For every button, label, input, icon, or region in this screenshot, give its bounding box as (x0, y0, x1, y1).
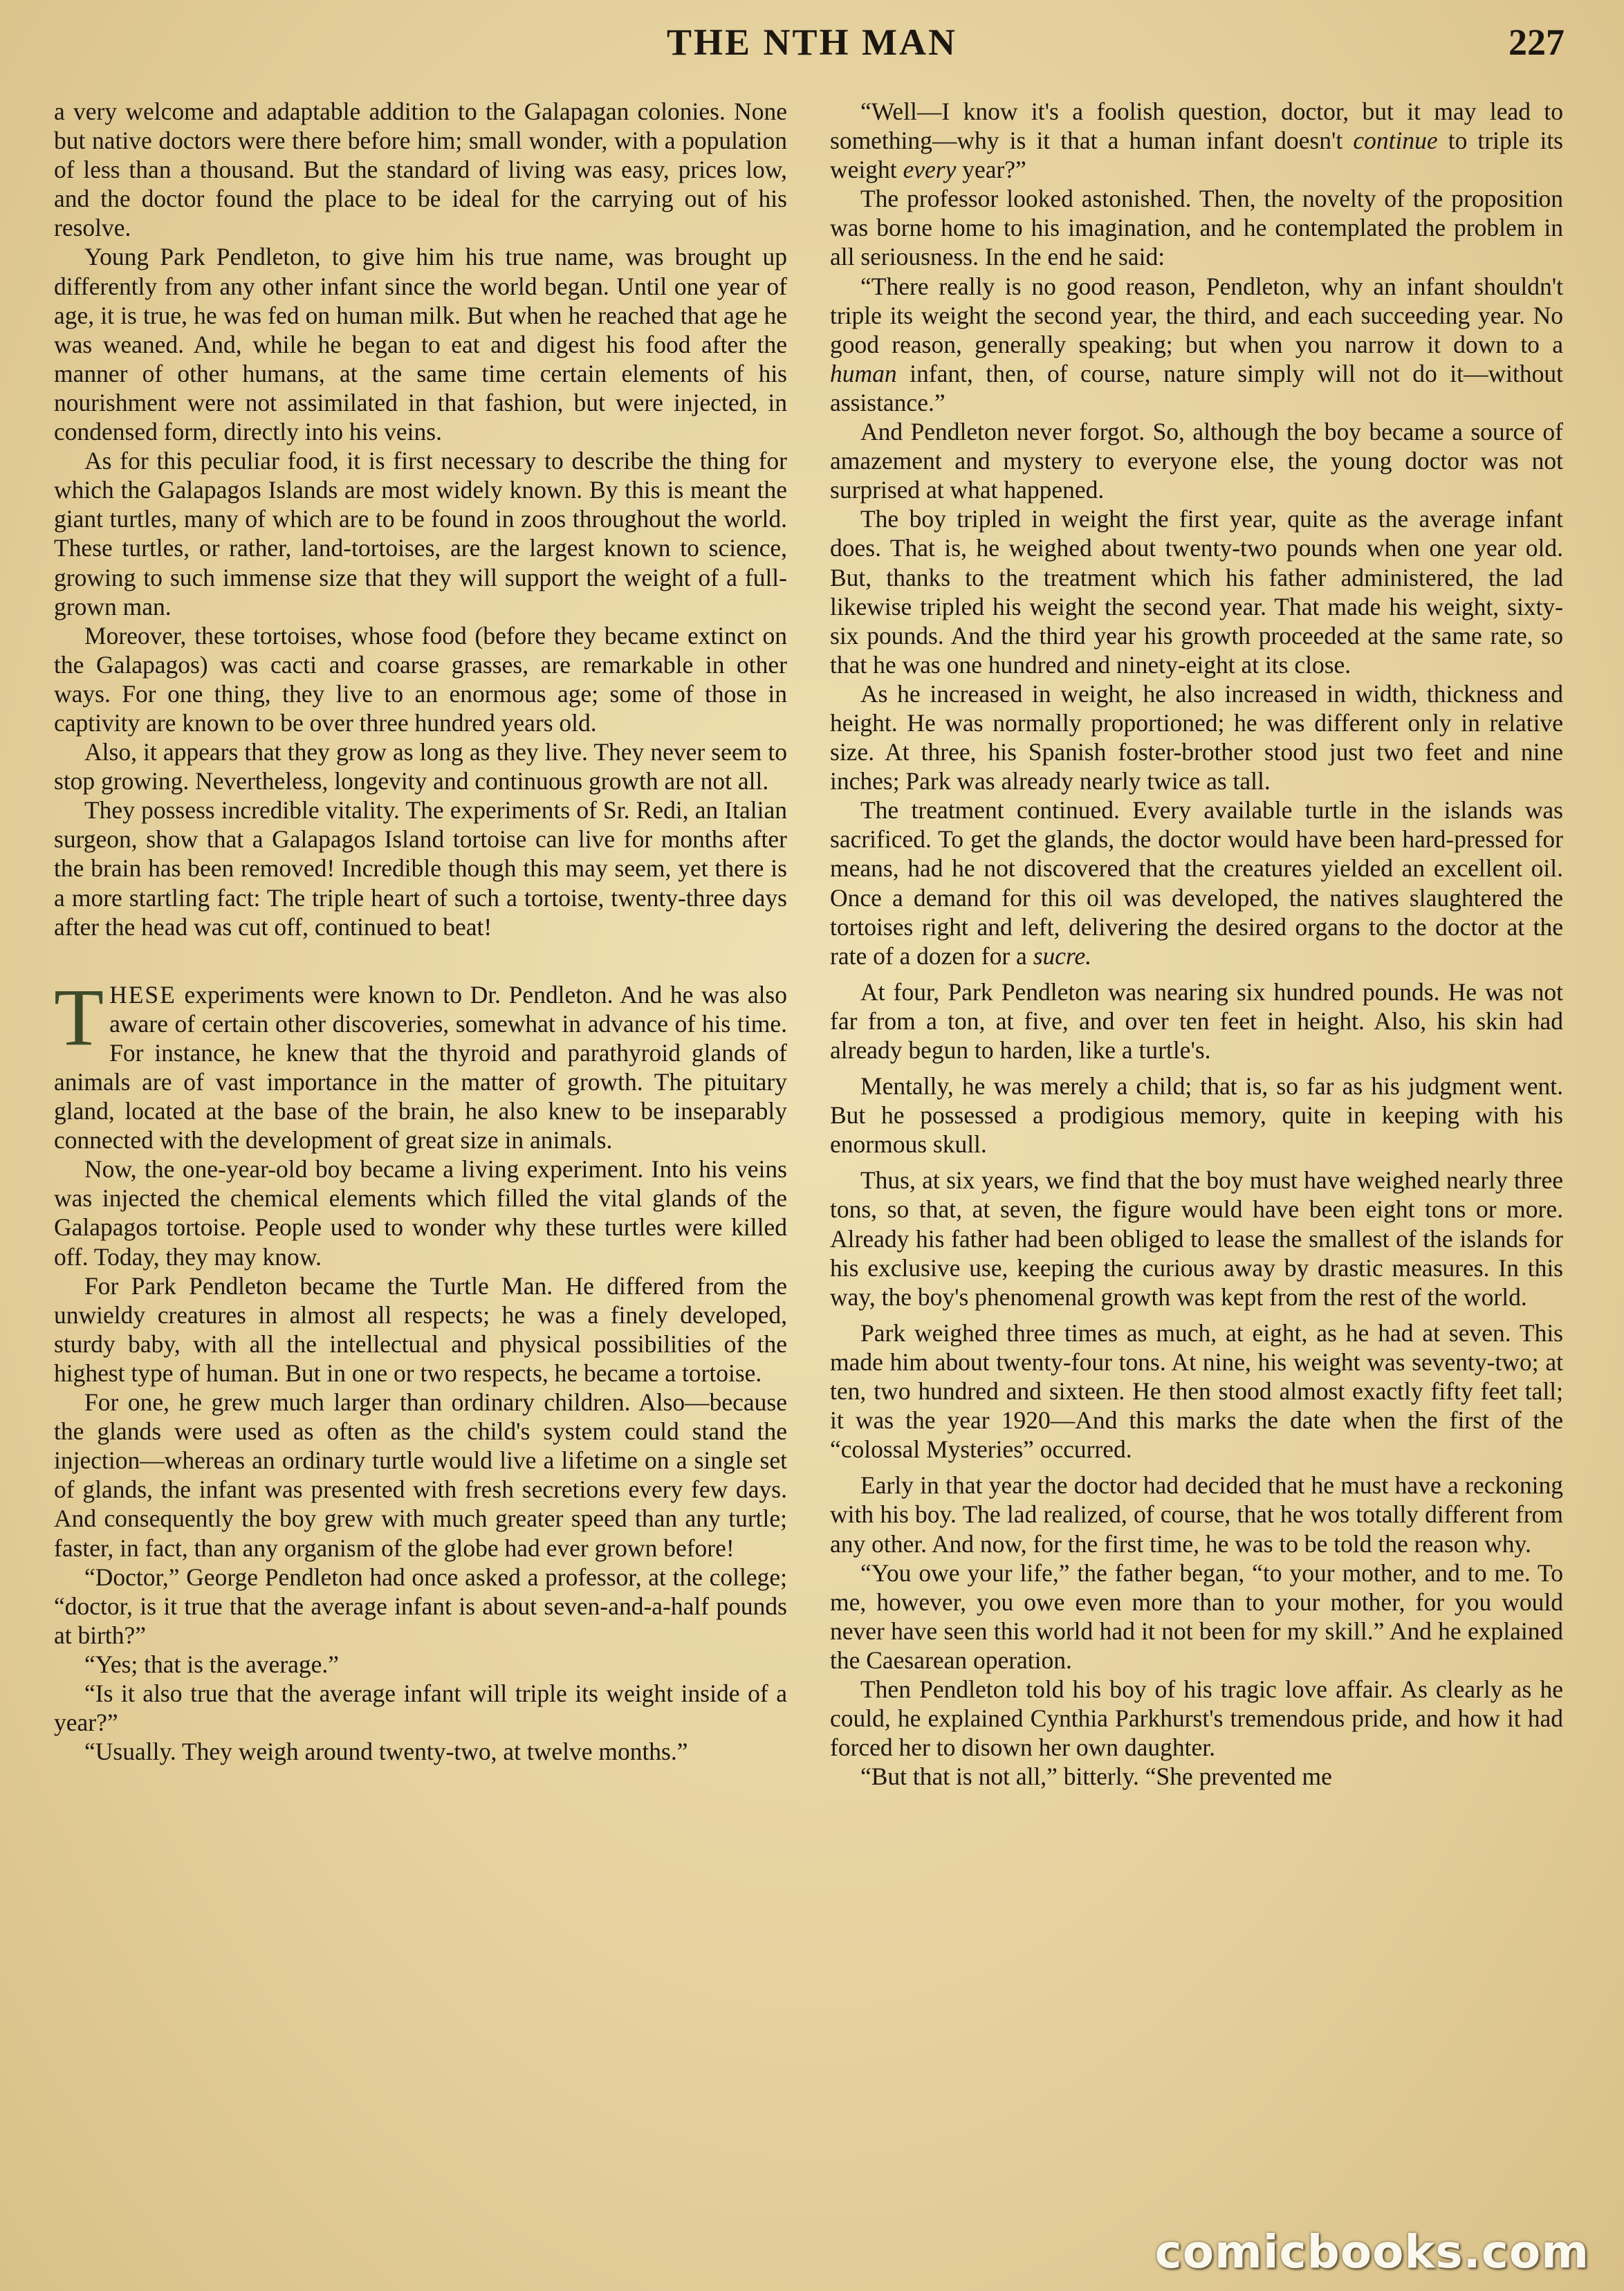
paragraph: “Doctor,” George Pendleton had once asked a professor, at the college; “doctor, is it true that the average infant is about seven-and-a-half pounds at birth?” (54, 1563, 787, 1649)
paragraph-text: “There really is no good reason, Pendleton, why an infant shouldn't triple its weight the second year, the third, and each succeeding year. No good reason, generally speaking; but when you narrow it down to a (830, 272, 1563, 358)
paragraph: Then Pendleton told his boy of his tragic love affair. As clearly as he could, he explained Cynthia Parkhurst's tremendous pride, and how it had forced her to disown her own daughter. (830, 1675, 1563, 1762)
paragraph: For Park Pendleton became the Turtle Man. He differed from the unwieldy creatures in almost all respects; he was a finely developed, sturdy baby, with all the intellectual and physical possibilities of the highest type of human. But in one or two respects, he became a tortoise. (54, 1271, 787, 1387)
page-number: 227 (1508, 21, 1565, 63)
paragraph: “Yes; that is the average.” (84, 1650, 340, 1678)
paragraph: “You owe your life,” the father began, “to your mother, and to me. To me, however, you owe even more than to your mother, for you would never have seen this world had it not been for my skill.” And he explained the Caesarean operation. (830, 1558, 1563, 1674)
paragraph-text: to triple its weight (830, 127, 1563, 184)
paragraph: “Is it also true that the average infant will triple its weight inside of a year?” (54, 1679, 787, 1737)
page-header (0, 21, 1624, 76)
small-caps-lead: HESE (109, 980, 176, 1009)
paragraph: For one, he grew much larger than ordinary children. Also—because the glands were used as often as the child's system could stand the injection—whereas an ordinary turtle would live a lifetime on a single set of glands, the infant was presented with fresh secretions every few days. And consequently the boy grew with much greater speed than any turtle; faster, in fact, than any organism of the globe had ever grown before! (54, 1388, 787, 1562)
paragraph: Young Park Pendleton, to give him his true name, was brought up differently from any other infant since the world began. Until one year of age, it is true, he was fed on human milk. But when he reached that age he was weaned. And, while he began to eat and digest his food after the manner of other humans, at the same time certain elements of his nourishment were not assimilated in that fashion, but were injected, in condensed form, directly into his veins. (54, 243, 787, 446)
paragraph-text: infant, then, of course, nature simply will not do it—without assistance.” (830, 359, 1563, 416)
running-head-title: THE NTH MAN (666, 21, 958, 63)
paragraph: Thus, at six years, we find that the boy must have weighed nearly three tons, so that, at seven, the figure would have been eight tons or more. Already his father had been obliged to lease the smallest of the islands for his exclusive use, keeping the curious away by drastic measures. In this way, the boy's phenomenal growth was kept from the rest of the world. (830, 1166, 1563, 1311)
paragraph: Mentally, he was merely a child; that is, so far as his judgment went. But he possessed a prodigious memory, quite in keeping with his enormous skull. (830, 1072, 1563, 1159)
paragraph (830, 272, 1563, 417)
paragraph-text: “Well—I know it's a foolish question, doctor, but it may lead to something—why is it that a human infant doesn't (830, 98, 1563, 155)
emphasis: human (830, 359, 897, 387)
left-column (54, 97, 787, 2255)
paragraph: The professor looked astonished. Then, the novelty of the proposition was borne home to his imagination, and he contemplated the problem in all seriousness. In the end he said: (830, 185, 1563, 271)
paragraph: Also, it appears that they grow as long as they live. They never seem to stop growing. Nevertheless, longevity and continuous growth are not all. (54, 738, 787, 795)
paragraph: At four, Park Pendleton was nearing six hundred pounds. He was not far from a ton, at five, and over ten feet in height. Also, his skin had already begun to harden, like a turtle's. (830, 977, 1563, 1064)
paragraph: As for this peculiar food, it is first necessary to describe the thing for which the Galapagos Islands are most widely known. By this is meant the giant turtles, many of which are to be found in zoos throughout the world. These turtles, or rather, land-tortoises, are the largest known to science, growing to such immense size that they will support the weight of a full-grown man. (54, 447, 787, 620)
paragraph (830, 97, 1563, 184)
paragraph: The boy tripled in weight the first year, quite as the average infant does. That is, he weighed about twenty-two pounds when one year old. But, thanks to the treatment which his father administered, the lad likewise tripled his weight the second year. That made his weight, sixty-six pounds. And the third year his growth proceeded at the same rate, so that he was one hundred and ninety-eight at its close. (830, 505, 1563, 679)
paragraph: As he increased in weight, he also increased in width, thickness and height. He was normally proportioned; he was different only in relative size. At three, his Spanish foster-brother stood just two feet and nine inches; Park was already nearly twice as tall. (830, 679, 1563, 795)
drop-cap: T (54, 971, 104, 1062)
paragraph: Moreover, these tortoises, whose food (before they became extinct on the Galapagos) was cacti and coarse grasses, are remarkable in other ways. For one thing, they live to an enormous age; some of those in captivity are known to be over three hundred years old. (54, 621, 787, 737)
paragraph: a very welcome and adaptable addition to the Galapagan colonies. None but native doctors were there before him; small wonder, with a population of less than a thousand. But the standard of living was easy, prices low, and the doctor found the place to be ideal for the carrying out of his resolve. (54, 98, 787, 242)
paragraph: And Pendleton never forgot. So, although the boy became a source of amazement and mystery to everyone else, the young doctor was not surprised at what happened. (830, 418, 1563, 504)
paragraph: Early in that year the doctor had decided that he must have a reckoning with his boy. The lad realized, of course, that he wos totally different from any other. And now, for the first time, he was to be told the reason why. (830, 1471, 1563, 1558)
paragraph-text: experiments were known to Dr. Pendleton. And he was also aware of certain other discoveries, somewhat in advance of his time. For instance, he knew that the thyroid and parathyroid glands of animals are of vast importance in the matter of growth. The pituitary gland, located at the base of the brain, he also knew to be inseparably connected with the development of great size in animals. (54, 980, 787, 1154)
section-opening-paragraph (54, 971, 787, 1155)
paragraph: They possess incredible vitality. The experiments of Sr. Redi, an Italian surgeon, show that a Galapagos Island tortoise can live for months after the brain has been removed! Incredible though this may seem, yet there is a more startling fact: The triple heart of such a tortoise, twenty-three days after the head was cut off, continued to beat! (54, 796, 787, 941)
paragraph: Now, the one-year-old boy became a living experiment. Into his veins was injected the chemical elements which filled the vital glands of the Galapagos tortoise. People used to wonder why these turtles were killed off. Today, they may know. (54, 1155, 787, 1271)
emphasis: sucre. (1033, 941, 1092, 970)
emphasis: continue (1353, 127, 1438, 155)
paragraph (830, 795, 1563, 970)
emphasis: every (903, 156, 957, 184)
paragraph-text: The treatment continued. Every available turtle in the islands was sacrificed. To get the glands, the doctor would have been hard-pressed for means, had he not discovered that the creatures yielded an excellent oil. Once a demand for this oil was developed, the natives slaughtered the tortoises right and left, delivering the desired organs to the doctor at the rate of a dozen for a (830, 796, 1563, 970)
paragraph: “Usually. They weigh around twenty-two, at twelve months.” (84, 1738, 688, 1766)
right-column (830, 97, 1563, 2255)
site-watermark: comicbooks.com (1154, 2225, 1589, 2279)
paragraph: “But that is not all,” bitterly. “She prevented me (860, 1763, 1332, 1791)
paragraph: Park weighed three times as much, at eight, as he had at seven. This made him about twenty-four tons. At nine, his weight was seventy-two; at ten, two hundred and sixteen. He then stood almost exactly fifty feet tall; it was the year 1920—And this marks the date when the first of the “colossal Mysteries” occurred. (830, 1318, 1563, 1464)
paragraph-text: year?” (956, 156, 1026, 184)
